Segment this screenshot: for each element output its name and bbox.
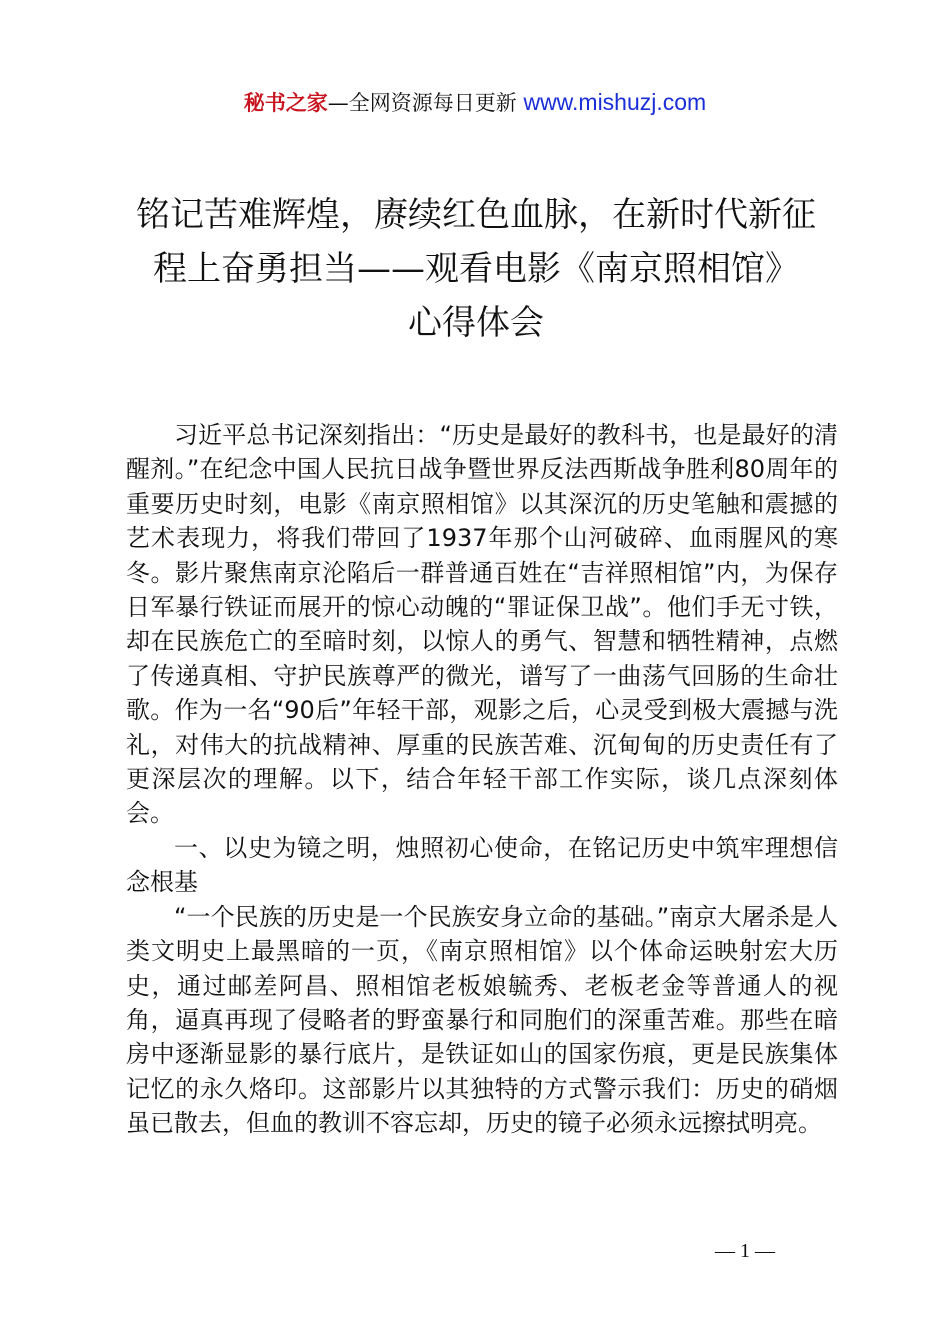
brand-name: 秘书之家 [243, 91, 328, 115]
document-body [126, 418, 838, 1141]
document-title [118, 188, 834, 350]
page-number: — 1 — [715, 1240, 775, 1262]
site-url-link[interactable]: www.mishuzj.com [523, 89, 707, 115]
body-paragraph: “一个民族的历史是一个民族安身立命的基础。”南京大屠杀是人类文明史上最黑暗的一页，《南京照相馆》以个体命运映射宏大历史，通过邮差阿昌、照相馆老板娘毓秀、老板老金等普通人的视角，逼真再现了侵略者的野蛮暴行和同胞们的深重苦难。那些在暗房中逐渐显影的暴行底片，是铁证如山的国家伤痕，更是民族集体记忆的永久烙印。这部影片以其独特的方式警示我们：历史的硝烟虽已散去，但血的教训不容忘却，历史的镜子必须永远擦拭明亮。 [126, 902, 838, 1138]
intro-paragraph: 习近平总书记深刻指出：“历史是最好的教科书，也是最好的清醒剂。”在纪念中国人民抗日战争暨世界反法西斯战争胜利80周年的重要历史时刻，电影《南京照相馆》以其深沉的历史笔触和震撼的艺术表现力，将我们带回了1937年那个山河破碎、血雨腥风的寒冬。影片聚焦南京沦陷后一群普通百姓在“吉祥照相馆”内，为保存日军暴行铁证而展开的惊心动魄的“罪证保卫战”。他们手无寸铁，却在民族危亡的至暗时刻，以惊人的勇气、智慧和牺牲精神，点燃了传递真相、守护民族尊严的微光，谱写了一曲荡气回肠的生命壮歌。作为一名“90后”年轻干部，观影之后，心灵受到极大震撼与洗礼，对伟大的抗战精神、厚重的民族苦难、沉甸甸的历史责任有了更深层次的理解。以下，结合年轻干部工作实际，谈几点深刻体会。 [126, 421, 838, 828]
header-slogan: —全网资源每日更新 [327, 91, 517, 115]
title-line-2: 程上奋勇担当——观看电影《南京照相馆》 [153, 249, 799, 289]
title-line-1: 铭记苦难辉煌，赓续红色血脉，在新时代新征 [136, 195, 816, 235]
site-header [0, 86, 950, 119]
section-heading: 一、以史为镜之明，烛照初心使命，在铭记历史中筑牢理想信念根基 [126, 833, 838, 897]
title-line-3: 心得体会 [408, 303, 544, 343]
